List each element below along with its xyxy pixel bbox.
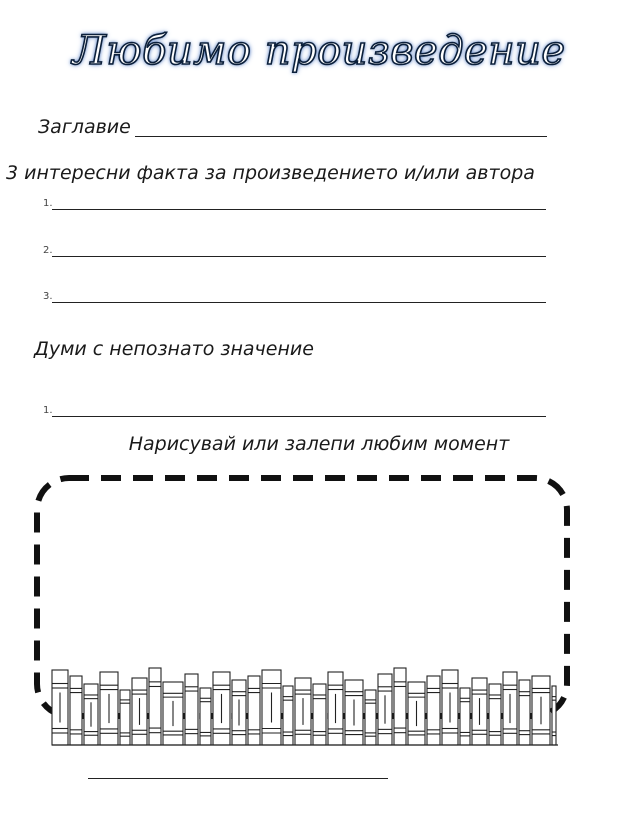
facts-label: 3 интересни факта за произведението и/или автора [6, 162, 535, 184]
book-spine [70, 676, 82, 745]
book-spine [460, 688, 470, 745]
book-spine [427, 676, 440, 745]
title-label: Заглавие [38, 116, 131, 138]
book-spine [313, 684, 326, 745]
book-spine [519, 680, 530, 745]
book-spine [200, 688, 211, 745]
book-spine [394, 668, 406, 745]
book-spine [283, 686, 293, 745]
book-spine [489, 684, 501, 745]
books-illustration [52, 668, 556, 745]
book-spine [149, 668, 161, 745]
name-line[interactable] [88, 778, 388, 779]
words-label: Думи с непознато значение [34, 338, 314, 360]
book-spine [185, 674, 198, 745]
fact-number-2: 2. [43, 245, 53, 256]
fact-number-1: 1. [43, 198, 53, 209]
draw-label: Нарисувай или залепи любим момент [128, 433, 510, 455]
book-spine [552, 686, 556, 745]
fact-number-3: 3. [43, 291, 53, 302]
word-number-1: 1. [43, 405, 53, 416]
book-spine [248, 676, 260, 745]
worksheet-title: Любимо произведение [72, 28, 566, 74]
